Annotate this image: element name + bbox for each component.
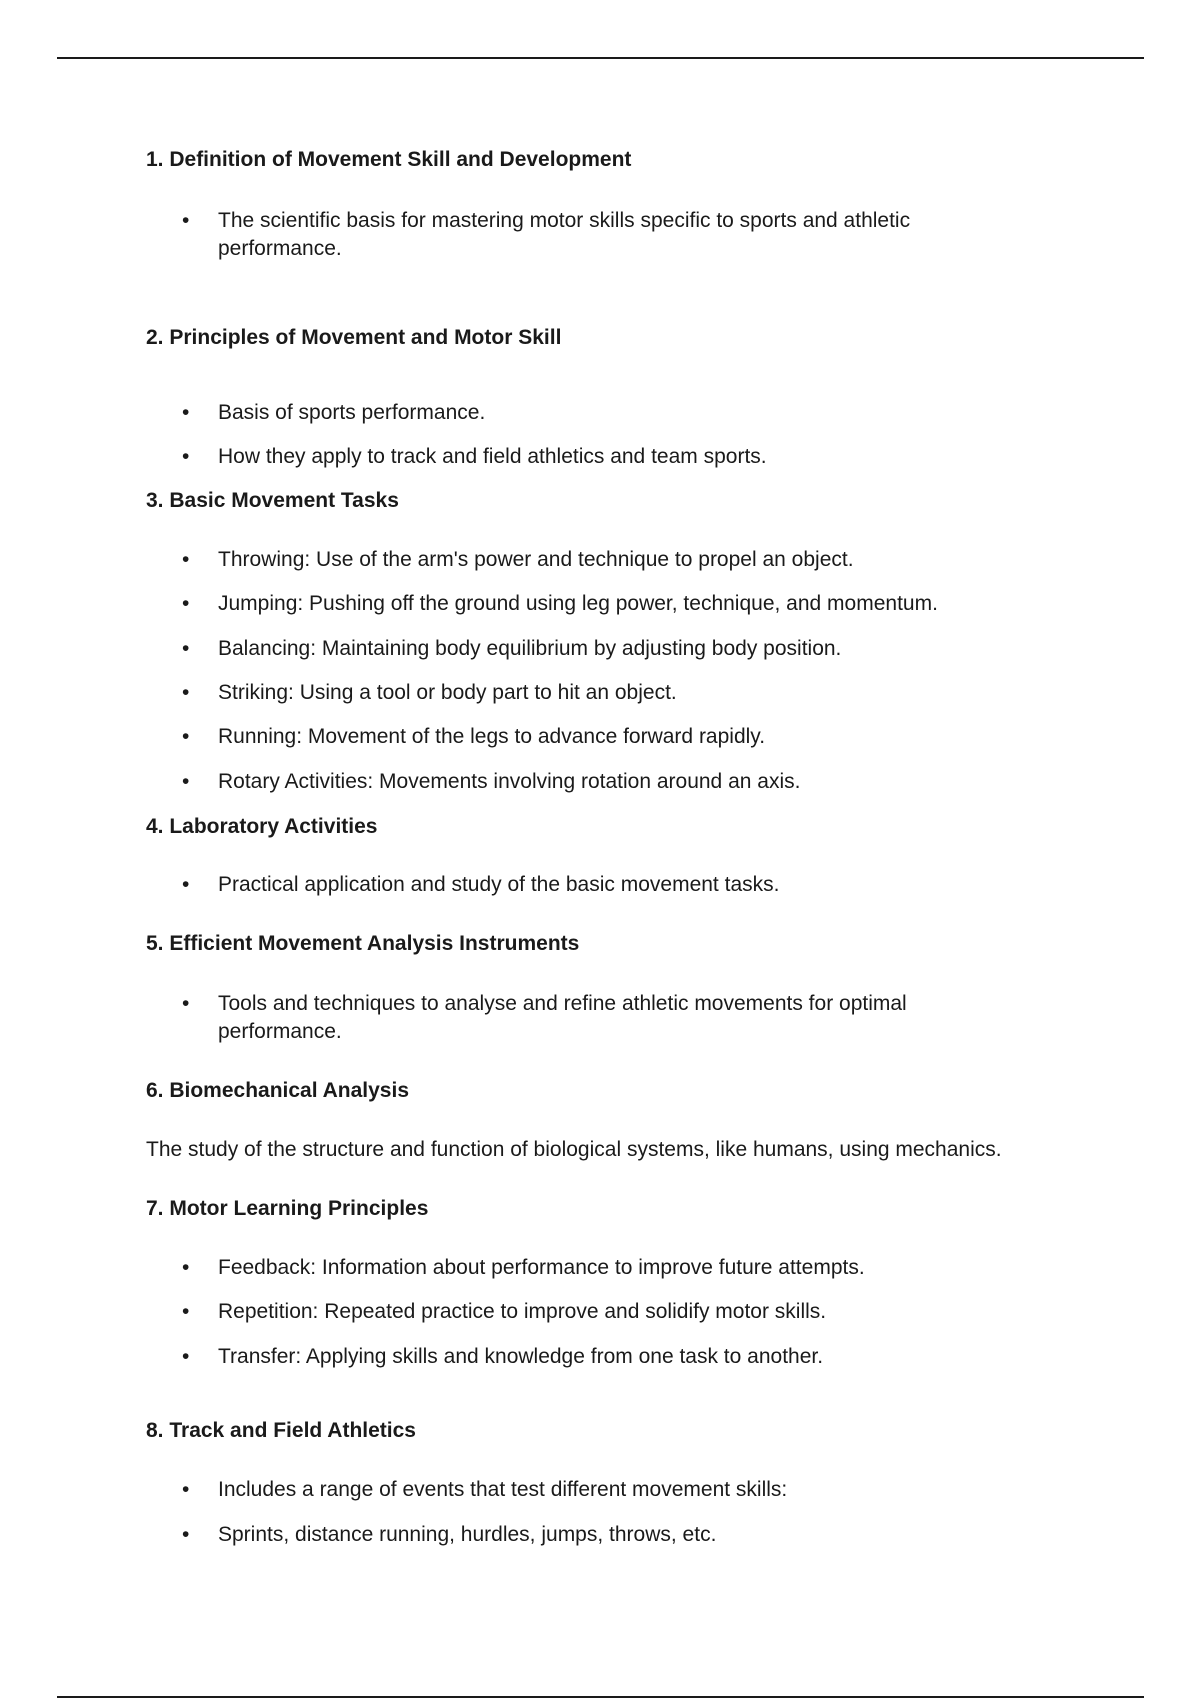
bullet-dot: •	[182, 1300, 190, 1323]
section-3-bullet-3: • Balancing: Maintaining body equilibrium by adjusting body position.	[218, 635, 998, 663]
section-3-bullet-2: • Jumping: Pushing off the ground using leg power, technique, and momentum.	[218, 590, 998, 618]
section-2-heading: 2. Principles of Movement and Motor Skill	[146, 326, 562, 349]
bullet-dot: •	[182, 1478, 190, 1501]
section-6-heading: 6. Biomechanical Analysis	[146, 1079, 410, 1102]
bullet-dot: •	[182, 1256, 190, 1279]
section-3-bullet-5: • Running: Movement of the legs to advance forward rapidly.	[218, 723, 998, 751]
section-4-heading: 4. Laboratory Activities	[146, 815, 378, 838]
bullet-dot: •	[182, 992, 190, 1015]
bullet-dot: •	[182, 1523, 190, 1546]
top-rule	[57, 57, 1144, 59]
section-2-bullet-1: • Basis of sports performance.	[218, 399, 998, 427]
bullet-dot: •	[182, 770, 190, 793]
bullet-dot: •	[182, 445, 190, 468]
section-8-heading: 8. Track and Field Athletics	[146, 1419, 416, 1442]
section-7-bullet-3: • Transfer: Applying skills and knowledge from one task to another.	[218, 1343, 998, 1371]
bullet-dot: •	[182, 548, 190, 571]
section-1-bullet-1: • The scientific basis for mastering motor skills specific to sports and athletic performance.	[182, 209, 911, 260]
section-8-bullet-1: • Includes a range of events that test different movement skills:	[218, 1476, 998, 1504]
section-2-bullet-2: • How they apply to track and field athletics and team sports.	[218, 443, 998, 471]
bullet-dot: •	[182, 681, 190, 704]
bullet-dot: •	[182, 209, 190, 232]
section-8-bullet-2: • Sprints, distance running, hurdles, jumps, throws, etc.	[218, 1521, 998, 1549]
bullet-dot: •	[182, 873, 190, 896]
section-3-bullet-4: • Striking: Using a tool or body part to hit an object.	[218, 679, 998, 707]
section-5-heading: 5. Efficient Movement Analysis Instruments	[146, 932, 580, 955]
section-6-paragraph: The study of the structure and function of biological systems, like humans, using mechanics.	[146, 1138, 1002, 1161]
bullet-dot: •	[182, 401, 190, 424]
section-7-bullet-1: • Feedback: Information about performance to improve future attempts.	[218, 1254, 998, 1282]
section-3-bullet-6: • Rotary Activities: Movements involving rotation around an axis.	[218, 768, 998, 796]
section-4-bullet-1: • Practical application and study of the basic movement tasks.	[218, 871, 998, 899]
section-3-bullet-1: • Throwing: Use of the arm's power and technique to propel an object.	[218, 546, 998, 574]
section-7-bullet-2: • Repetition: Repeated practice to improve and solidify motor skills.	[218, 1298, 998, 1326]
bullet-dot: •	[182, 1345, 190, 1368]
section-7-heading: 7. Motor Learning Principles	[146, 1197, 429, 1220]
section-3-heading: 3. Basic Movement Tasks	[146, 489, 399, 512]
bullet-dot: •	[182, 725, 190, 748]
bottom-rule	[57, 1696, 1144, 1698]
section-5-bullet-1: • Tools and techniques to analyse and refine athletic movements for optimal performance.	[182, 992, 907, 1043]
bullet-dot: •	[182, 637, 190, 660]
bullet-dot: •	[182, 592, 190, 615]
section-1-heading: 1. Definition of Movement Skill and Development	[146, 148, 632, 171]
